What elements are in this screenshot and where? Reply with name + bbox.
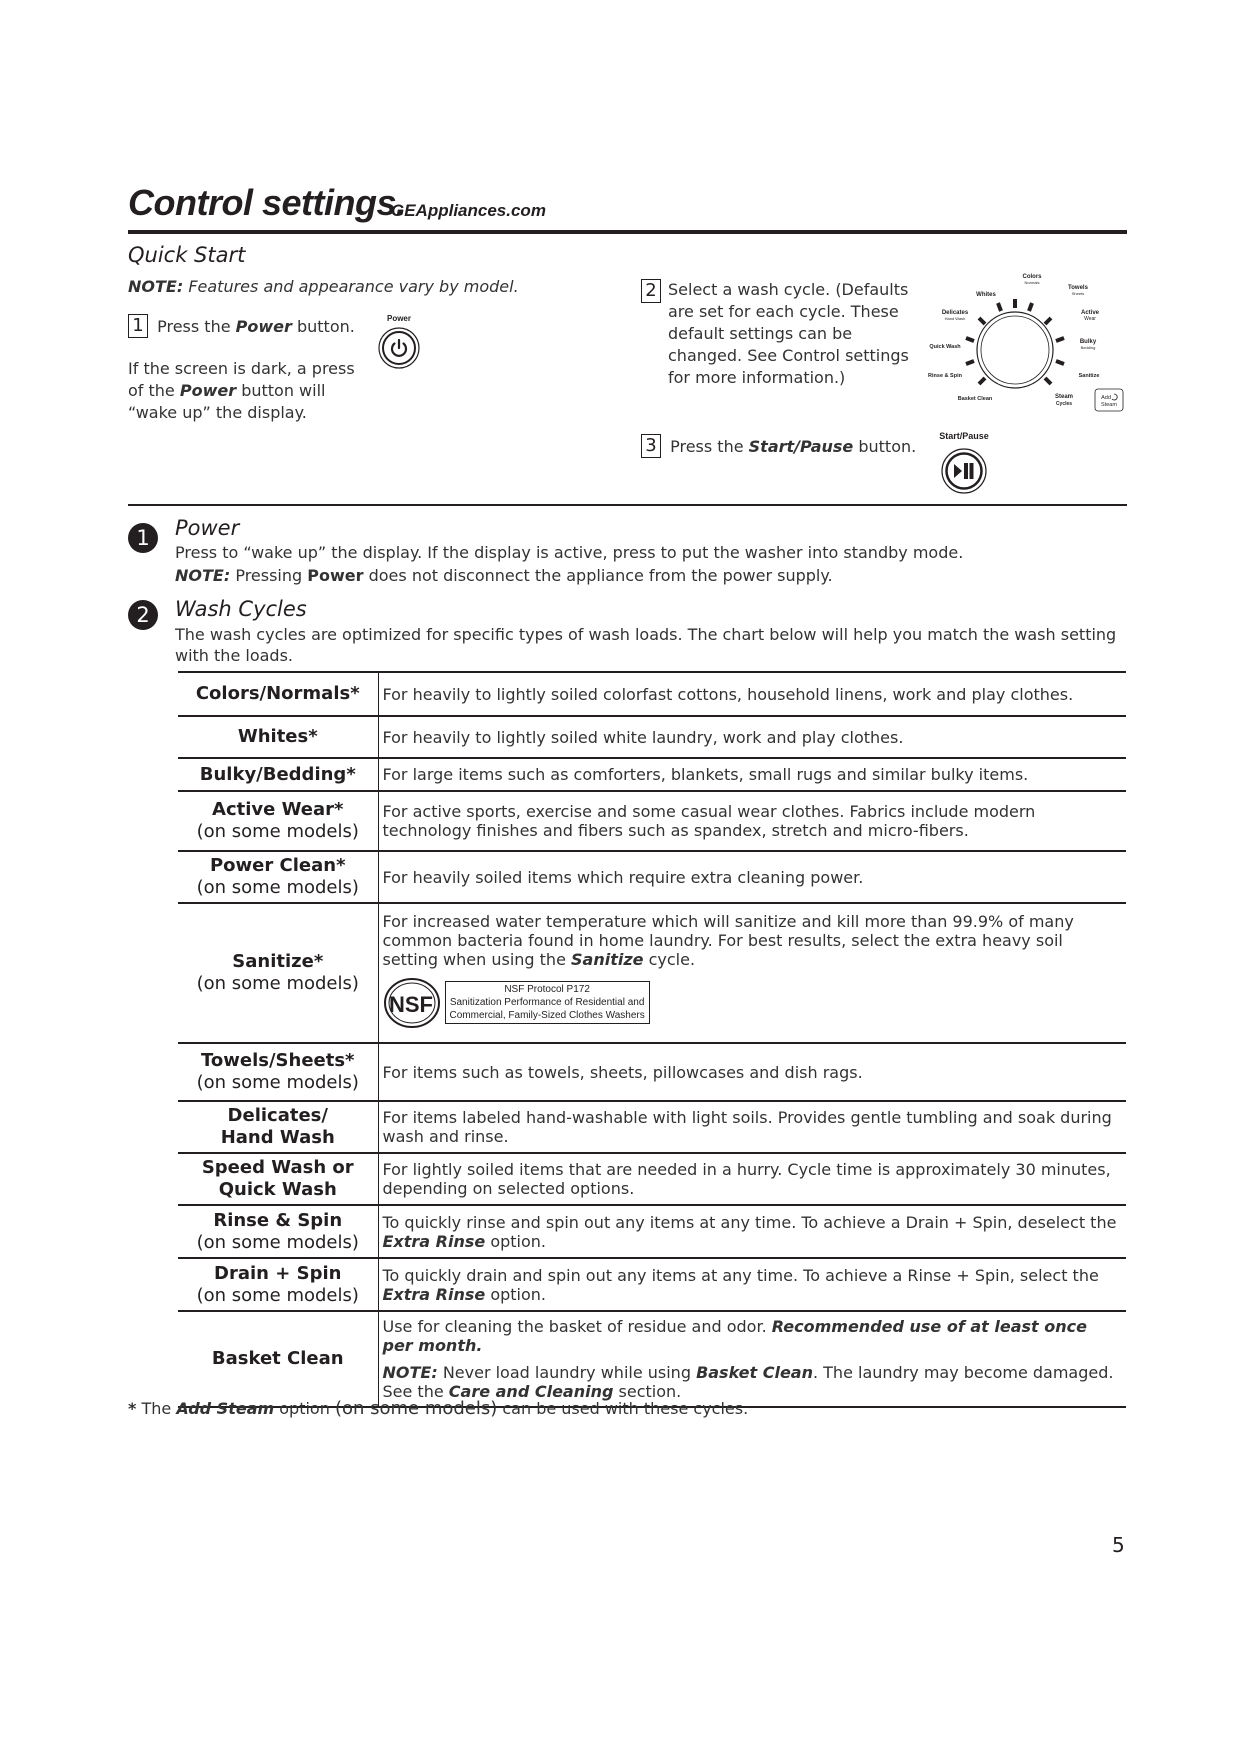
cycle-desc-cell: For active sports, exercise and some casual wear clothes. Fabrics include modern technology finishes and fibers such as spandex, stretch and micro-fibers. [378,791,1126,851]
table-row [178,1043,1126,1101]
dial-label-delicates: Delicates [941,310,969,316]
wash-cycles-section-title: Wash Cycles [175,597,307,621]
table-row [178,1258,1126,1311]
section-rule [128,504,1127,506]
note-label: NOTE: [128,277,184,296]
table-row [178,1205,1126,1258]
power-button-icon [374,313,424,373]
dial-label-steam: Steam [1054,394,1074,400]
power-description-line: Press to “wake up” the display. If the display is active, press to put the washer into standby mode. [175,543,964,562]
website-label: GEAppliances.com [391,201,546,220]
section-number-2: 2 [128,600,158,630]
step-1-number: 1 [128,314,148,338]
table-row [178,758,1126,791]
nsf-protocol-box: NSF Protocol P172 Sanitization Performance of Residential and Commercial, Family-Sized Clothes Washers [445,981,650,1024]
note-text: Features and appearance vary by model. [188,277,519,296]
cycle-name-cell: Active Wear* (on some models) [178,791,378,851]
cycle-name-cell: Sanitize* (on some models) [178,903,378,1043]
cycle-desc-cell: To quickly rinse and spin out any items at any time. To achieve a Drain + Spin, deselect the Extra Rinse option. [378,1205,1126,1258]
svg-text:NSF: NSF [388,991,433,1017]
dial-label-cycles: Cycles [1055,401,1073,407]
step-2 [641,279,661,303]
dial-label-add: Add [1101,395,1111,401]
cycle-desc-cell: Use for cleaning the basket of residue and odor. Recommended use of at least once per month. NOTE: Never load laundry while using Basket Clean. The laundry may become damaged. See the Care and Cleaning section. [378,1311,1126,1407]
cycle-name-cell: Whites* [178,716,378,758]
cycle-name-cell: Speed Wash or Quick Wash [178,1153,378,1205]
cycle-name-cell: Colors/Normals* [178,672,378,716]
dial-label-rinse: Rinse & Spin [928,373,962,379]
cycle-desc-cell: For increased water temperature which will sanitize and kill more than 99.9% of many common bacteria found in home laundry. For best results, select the extra heavy soil setting when using the Sanitize cycle. NSF NSF Protocol P172 Sanitization Performance of Residential and Commercial, Family-Sized Clothes Washers [378,903,1126,1043]
power-note: NOTE: Pressing Power does not disconnect the appliance from the power supply. [175,566,833,585]
step-3 [641,434,916,458]
cycle-name-cell: Power Clean* (on some models) [178,851,378,903]
cycle-desc-cell: For heavily to lightly soiled white laundry, work and play clothes. [378,716,1126,758]
dial-label-towels: Towels [1068,285,1088,291]
page-title: Control settings. [128,182,406,223]
power-icon-label: Power [386,314,412,323]
step-2-number: 2 [641,279,661,303]
start-pause-button-icon [932,430,1000,496]
step-2-text: Select a wash cycle. (Defaults are set for each cycle. These default settings can be changed. See Control settings for more information.) [668,280,909,387]
cycle-desc-cell: To quickly drain and spin out any items at any time. To achieve a Rinse + Spin, select the Extra Rinse option. [378,1258,1126,1311]
dial-label-sanitize: Sanitize [1078,373,1100,379]
cycle-name-cell: Drain + Spin (on some models) [178,1258,378,1311]
table-row [178,1311,1126,1407]
dial-label-active: Active [1080,310,1100,316]
cycle-name-cell: Towels/Sheets* (on some models) [178,1043,378,1101]
step-1-text: Press the Power button. [157,316,355,336]
dial-label-bedding: Bedding [1080,345,1096,350]
page-number: 5 [1112,1533,1125,1557]
quick-start-note [128,277,519,296]
table-row [178,716,1126,758]
cycle-desc-cell: For heavily to lightly soiled colorfast cottons, household linens, work and play clothes. [378,672,1126,716]
cycle-desc-cell: For items labeled hand-washable with light soils. Provides gentle tumbling and soak during wash and rinse. [378,1101,1126,1153]
power-section-description [175,541,963,587]
nsf-certification [383,977,1123,1029]
section-number-1: 1 [128,523,158,553]
wash-cycles-description: The wash cycles are optimized for specific types of wash loads. The chart below will help you match the wash setting with the loads. [175,625,1117,665]
cycle-desc-cell: For items such as towels, sheets, pillowcases and dish rags. [378,1043,1126,1101]
table-row [178,903,1126,1043]
footnote: * The Add Steam option (on some models) can be used with these cycles. [128,1398,749,1419]
dial-label-normals: Normals [1024,280,1040,285]
dial-label-wear: Wear [1084,316,1096,322]
wash-cycles-table [178,671,1126,1408]
header-rule [128,230,1127,234]
cycle-desc-cell: For lightly soiled items that are needed in a hurry. Cycle time is approximately 30 minutes, depending on selected options. [378,1153,1126,1205]
dial-label-quickwash: Quick Wash [929,344,961,350]
table-row [178,791,1126,851]
cycle-desc-cell: For heavily soiled items which require extra cleaning power. [378,851,1126,903]
dial-label-add-steam: Steam [1101,402,1117,408]
table-row [178,672,1126,716]
nsf-logo-icon [383,977,441,1029]
step-1-description: If the screen is dark, a press of the Power button will “wake up” the display. [128,359,355,422]
cycle-name-cell: Delicates/ Hand Wash [178,1101,378,1153]
dial-label-handwash: Hand Wash [944,316,966,321]
cycle-name-cell: Bulky/Bedding* [178,758,378,791]
dial-label-basket: Basket Clean [957,396,993,402]
cycle-dial-diagram [928,268,1128,416]
cycle-name-cell: Rinse & Spin (on some models) [178,1205,378,1258]
step-3-number: 3 [641,434,661,458]
cycle-desc-cell: For large items such as comforters, blankets, small rugs and similar bulky items. [378,758,1126,791]
step-3-text: Press the Start/Pause button. [670,436,917,456]
start-pause-icon-label: Start/Pause [939,431,989,441]
table-row [178,851,1126,903]
power-section-title: Power [175,516,240,540]
table-row [178,1153,1126,1205]
dial-label-colors: Colors [1022,274,1042,280]
cycle-name-cell: Basket Clean [178,1311,378,1407]
dial-label-sheets: Sheets [1071,291,1085,296]
step-1 [128,314,355,338]
quick-start-title: Quick Start [128,243,246,267]
table-row [178,1101,1126,1153]
dial-label-whites: Whites [976,292,996,298]
dial-label-bulky: Bulky [1079,339,1097,345]
